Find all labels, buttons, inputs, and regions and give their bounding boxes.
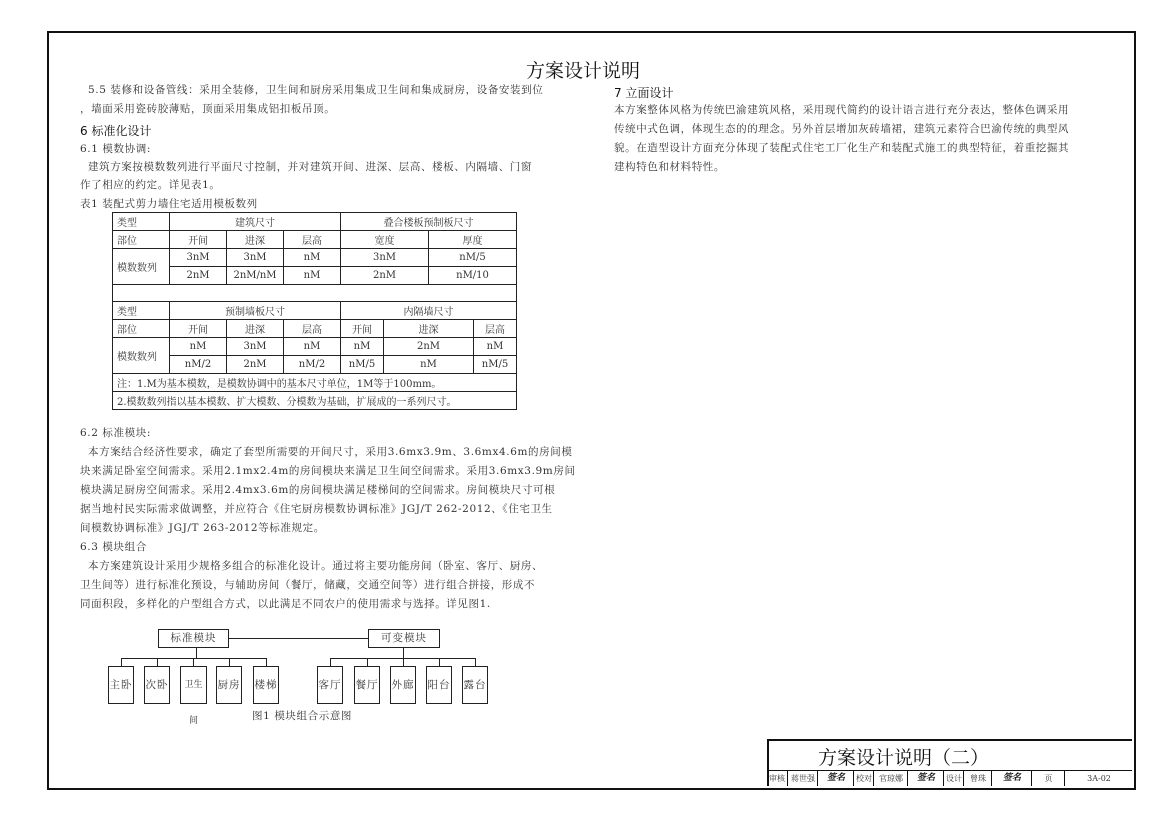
table-cell: nM	[284, 249, 341, 267]
table-cell: nM	[384, 356, 474, 374]
table-header-cell: 厚度	[429, 231, 517, 249]
table-header-cell: 进深	[384, 320, 474, 338]
diagram-variable-module: 可变模块	[368, 629, 440, 648]
para-6-2-line: 间模数协调标准》JGJ/T 263-2012等标准规定。	[80, 522, 325, 534]
heading-6-2: 6.2 标准模块:	[80, 427, 151, 439]
tb-checker-name: 官琼娜	[873, 771, 908, 786]
diagram-item-corridor: 外廊	[390, 666, 416, 704]
table-header-cell: 进深	[227, 231, 284, 249]
diagram-connector	[475, 658, 476, 666]
table-cell: 2nM/nM	[227, 267, 284, 285]
diagram-item-stairs: 楼梯	[253, 666, 279, 704]
table-cell: nM/10	[429, 267, 517, 285]
table-cell: nM/5	[429, 249, 517, 267]
table-group-partition: 内隔墙尺寸	[341, 302, 517, 320]
tb-label-page: 页	[1031, 771, 1065, 786]
para-6-2-line: 模块满足厨房空间需求。采用2.4mx3.6m的房间模块满足楼梯间的空间需求。房间模块尺寸可根	[80, 484, 556, 496]
diagram-item-dining-room: 餐厅	[354, 666, 380, 704]
table-header-cell: 层高	[474, 320, 517, 338]
table-cell: 2nM	[384, 338, 474, 356]
table-header-cell: 开间	[170, 320, 227, 338]
heading-7: 7 立面设计	[614, 86, 674, 100]
table-header-cell: 层高	[284, 320, 341, 338]
table-group-building: 建筑尺寸	[170, 213, 341, 231]
table-spacer-row	[113, 285, 517, 302]
table-header-cell: 层高	[284, 231, 341, 249]
table-cell: 2nM	[170, 267, 227, 285]
para-5-5-line1: 5.5 装修和设备管线：采用全装修，卫生间和厨房采用集成卫生间和集成厨房，设备安装到位	[88, 84, 544, 96]
table-header-cell: 进深	[227, 320, 284, 338]
table-type-label: 类型	[113, 213, 170, 231]
tb-checker-signature: 签名	[907, 771, 944, 786]
para-5-5-line2: ，墙面采用瓷砖胶薄贴，顶面采用集成铝扣板吊顶。	[80, 103, 336, 115]
heading-6: 6 标准化设计	[80, 124, 152, 138]
table-cell: nM	[170, 338, 227, 356]
diagram-caption: 图1 模块组合示意图	[252, 710, 353, 722]
table-header-cell: 开间	[170, 231, 227, 249]
table-cell: 3nM	[227, 338, 284, 356]
table-cell: nM	[474, 338, 517, 356]
diagram-connector	[403, 658, 404, 666]
diagram-connector	[121, 658, 267, 659]
para-7-line: 传统中式色调，体现生态的的理念。另外首层增加灰砖墙裙，建筑元素符合巴渝传统的典型风	[614, 123, 1070, 135]
tb-label-check: 校对	[853, 771, 874, 786]
diagram-connector	[403, 647, 404, 658]
diagram-standard-module: 标准模块	[158, 629, 229, 648]
table-cell: nM/5	[341, 356, 384, 374]
tb-sheet-number: 3A-02	[1064, 771, 1133, 786]
diagram-connector	[266, 658, 267, 666]
tb-designer-name: 曾珠	[963, 771, 992, 786]
para-6-3-line: 本方案建筑设计采用少规格多组合的标准化设计。通过将主要功能房间（卧室、客厅、厨房、	[88, 560, 544, 572]
table-cell: nM/2	[170, 356, 227, 374]
heading-6-3: 6.3 模块组合	[80, 541, 147, 553]
para-6-2-line: 本方案结合经济性要求，确定了套型所需要的开间尺寸，采用3.6mx3.9m、3.6mx4.6m的房间模	[88, 446, 573, 458]
table-row-label: 模数数列	[113, 338, 170, 374]
para-7-line: 本方案整体风格为传统巴渝建筑风格，采用现代简约的设计语言进行充分表达，整体色调采用	[614, 104, 1070, 116]
diagram-connector	[330, 658, 331, 666]
table-header-cell: 宽度	[341, 231, 429, 249]
table-header-cell: 开间	[341, 320, 384, 338]
diagram-connector	[439, 658, 440, 666]
para-6-2-line: 块来满足卧室空间需求。采用2.1mx2.4m的房间模块来满足卫生间空间需求。采用3.6mx3.9m房间	[80, 465, 576, 477]
table-note: 注：1.M为基本模数，是模数协调中的基本尺寸单位，1M等于100mm。	[113, 374, 517, 392]
diagram-item-balcony: 阳台	[426, 666, 452, 704]
table-cell: nM/2	[284, 356, 341, 374]
tb-designer-signature: 签名	[991, 771, 1032, 786]
table-cell: 3nM	[227, 249, 284, 267]
table-position-label: 部位	[113, 231, 170, 249]
title-block-title: 方案设计说明（二）	[818, 747, 990, 769]
table-position-label: 部位	[113, 320, 170, 338]
table-cell: 3nM	[170, 249, 227, 267]
diagram-item-bathroom: 卫生间	[180, 666, 207, 704]
table-group-wall: 预制墙板尺寸	[170, 302, 341, 320]
table-cell: nM	[284, 338, 341, 356]
title-block-signature-row	[767, 770, 1132, 786]
table-cell: nM/5	[474, 356, 517, 374]
para-6-1-line1: 建筑方案按模数数列进行平面尺寸控制，并对建筑开间、进深、层高、楼板、内隔墙、门窗	[88, 161, 532, 173]
table-cell: nM	[341, 338, 384, 356]
diagram-item-kitchen: 厨房	[216, 666, 242, 704]
diagram-item-terrace: 露台	[462, 666, 488, 704]
diagram-connector	[196, 647, 197, 658]
table-caption: 表1 装配式剪力墙住宅适用模板数列	[80, 198, 258, 210]
table-note: 2.模数数列指以基本模数、扩大模数、分模数为基础，扩展成的一系列尺寸。	[113, 392, 517, 410]
para-6-1-line2: 作了相应的约定。详见表1。	[80, 179, 221, 191]
table-group-slab: 叠合楼板预制板尺寸	[341, 213, 517, 231]
para-7-line: 貌。在造型设计方面充分体现了装配式住宅工厂化生产和装配式施工的典型特征，着重挖掘其	[614, 142, 1070, 154]
diagram-connector	[229, 658, 230, 666]
module-table	[112, 212, 517, 410]
tb-label-design: 设计	[943, 771, 964, 786]
tb-reviewer-signature: 签名	[817, 771, 854, 786]
tb-label-review: 审核	[769, 774, 785, 783]
heading-6-1: 6.1 模数协调:	[80, 143, 151, 155]
para-6-2-line: 据当地村民实际需求做调整，并应符合《住宅厨房模数协调标准》JGJ/T 262-2012、《住宅卫生	[80, 503, 553, 515]
para-6-3-line: 同面积段，多样化的户型组合方式，以此满足不同农户的使用需求与选择。详见图1.	[80, 598, 491, 610]
diagram-item-master-bedroom: 主卧	[108, 666, 134, 704]
table-cell: 3nM	[341, 249, 429, 267]
diagram-connector	[229, 638, 368, 639]
table-cell: nM	[284, 267, 341, 285]
diagram-connector	[121, 658, 122, 666]
table-row-label: 模数数列	[113, 249, 170, 285]
diagram-connector	[367, 658, 368, 666]
table-cell: 2nM	[341, 267, 429, 285]
diagram-connector	[193, 658, 194, 666]
para-6-3-line: 卫生间等）进行标准化预设，与辅助房间（餐厅，储藏，交通空间等）进行组合拼接，形成不	[80, 579, 536, 591]
page-title: 方案设计说明	[525, 60, 640, 82]
diagram-item-living-room: 客厅	[317, 666, 343, 704]
tb-reviewer-name: 蒋世强	[787, 771, 818, 786]
diagram-item-second-bedroom: 次卧	[144, 666, 170, 704]
table-type-label: 类型	[113, 302, 170, 320]
para-7-line: 建构特色和材料特性。	[614, 161, 725, 173]
table-cell: 2nM	[227, 356, 284, 374]
diagram-connector	[157, 658, 158, 666]
